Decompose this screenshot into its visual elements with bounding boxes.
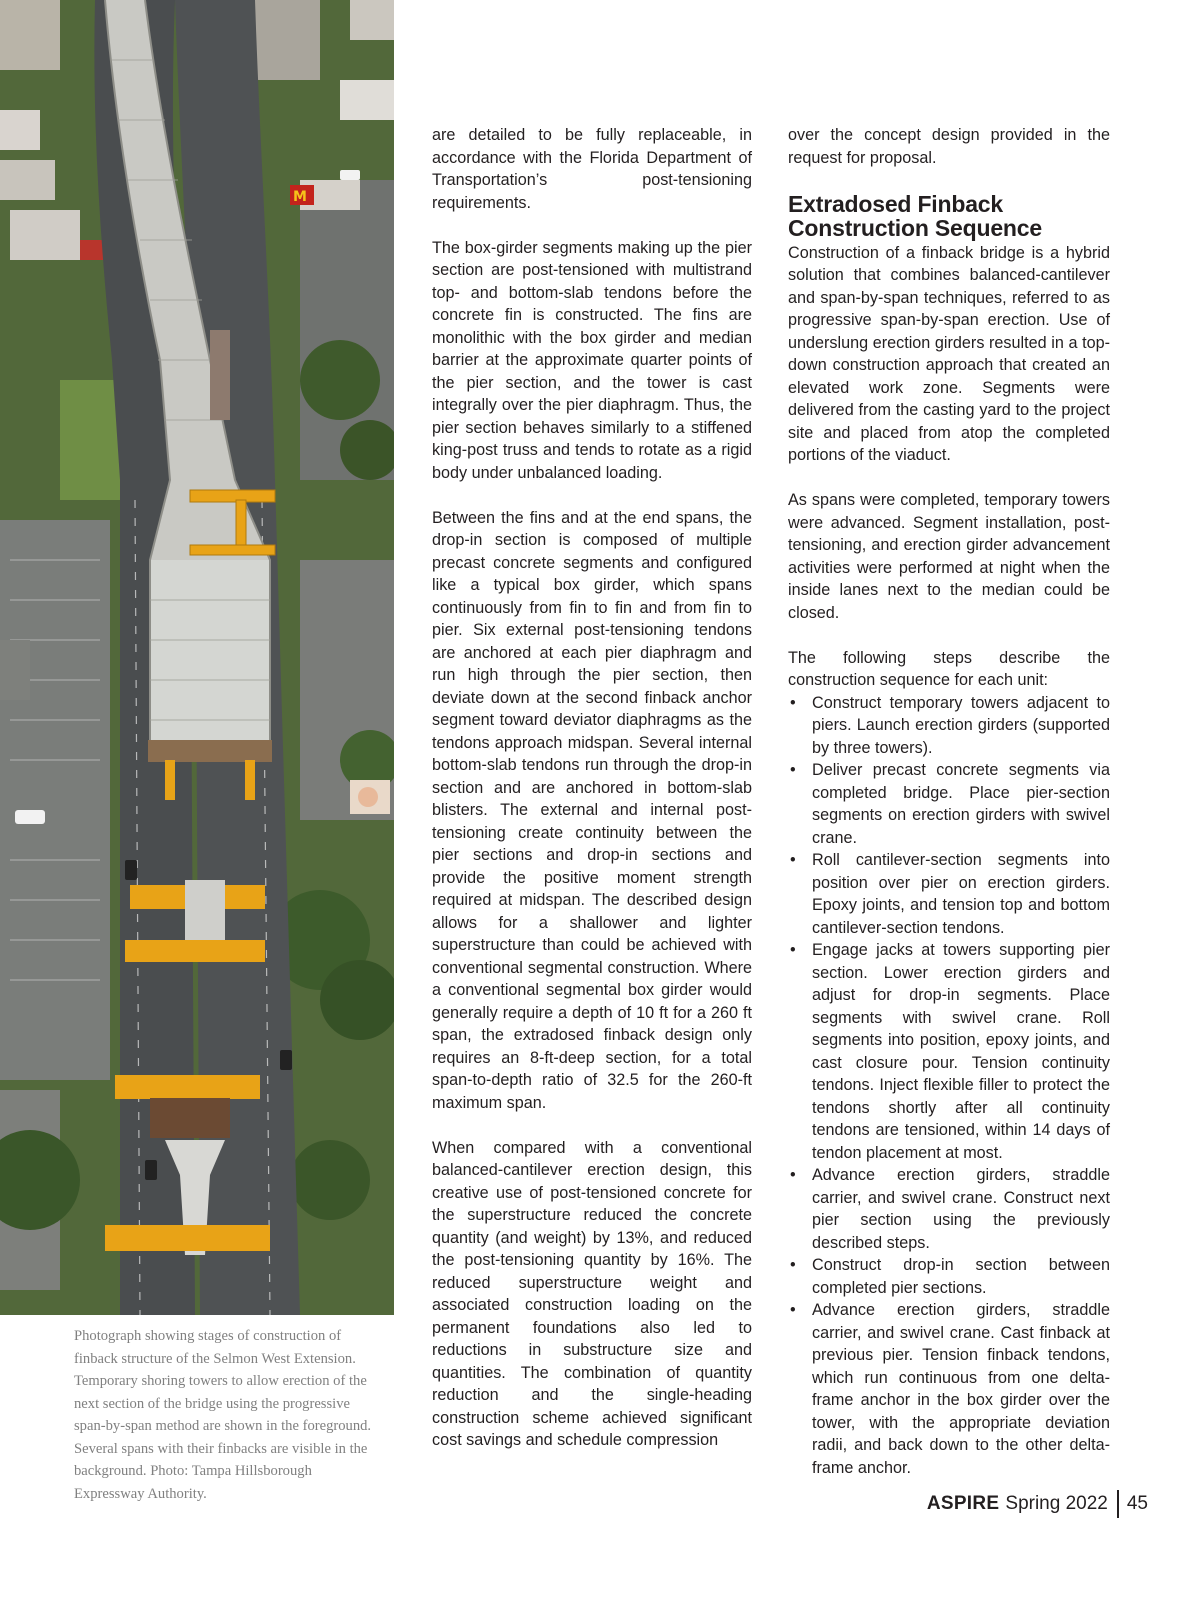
paragraph: Construction of a finback bridge is a hybrid solution that combines balanced-cantilever and span-by-span techniques, referred to as progressive span-by-span erection. Use of underslung erection girders resulted in a top-down construction approach that created an elevated work zone. Segments were delivered from the casting yard to the project site and placed from atop the completed portions of the viaduct.: [788, 243, 1110, 464]
list-item: • Roll cantilever-section segments into position over pier on erection girders. Epoxy joints, and tension top and bottom cantilever-section tendons.: [788, 849, 1110, 939]
heading-line-1: Extradosed Finback: [788, 190, 1003, 217]
paragraph: As spans were completed, temporary towers were advanced. Segment installation, post-tensioning, and erection girder advancement activities were performed at night when the inside lanes next to the median could be closed.: [788, 491, 1110, 622]
paragraph: are detailed to be fully replaceable, in accordance with the Florida Department of Transportation’s post-tensioning requirements.: [432, 126, 752, 212]
paragraph: over the concept design provided in the request for proposal.: [788, 126, 1110, 167]
paragraph: When compared with a conventional balanced-cantilever erection design, this creative use of post-tensioned concrete for the superstructure reduced the concrete quantity (and weight) by 13%, and reduced the post-tensioning quantity by 16%. The reduced superstructure weight and associated construction loading on the permanent foundations also led to reductions in substructure size and quantities. The combination of quantity reduction and the single-heading construction scheme achieved significant cost savings and schedule compression: [432, 1138, 752, 1449]
svg-text:M: M: [293, 189, 307, 205]
list-item: • Deliver precast concrete segments via completed bridge. Place pier-section segments on erection girders with swivel crane.: [788, 759, 1110, 849]
photo-illustration: [0, 0, 394, 1315]
page-footer: [927, 1490, 1148, 1518]
footer-divider: [1117, 1490, 1119, 1518]
photo-caption: Photograph showing stages of construction of finback structure of the Selmon West Extension. Temporary shoring towers to allow erection of the next section of the bridge using the progressive span-by-span method are shown in the foreground. Several spans with their finbacks are visible in the background. Photo: Tampa Hillsborough Expressway Authority.: [74, 1328, 372, 1502]
heading-line-2: Construction Sequence: [788, 214, 1042, 241]
right-column: [788, 124, 1110, 1479]
aerial-photo: [0, 0, 394, 1315]
section-heading: [788, 192, 1110, 240]
issue-label: Spring 2022: [1005, 1493, 1108, 1514]
middle-column: [432, 124, 752, 1452]
page-number: 45: [1126, 1493, 1148, 1514]
paragraph: Between the fins and at the end spans, the drop-in section is composed of multiple precast concrete segments and configured like a typical box girder, which spans continuously from fin to fin and from fin to pier. Six external post-tensioning tendons are anchored at each pier diaphragm and run high through the pier section, then deviate down at the second finback anchor segment toward deviator diaphragms as the tendons approach midspan. Several internal bottom-slab tendons run through the drop-in section and are anchored in bottom-slab blisters. The external and internal post-tensioning create continuity between the pier sections and drop-in sections and provide the positive moment strength required at midspan. The described design allows for a shallower and lighter superstructure than could be achieved with conventional segmental construction. Where a conventional segmental box girder would generally require a depth of 10 ft for a 260 ft span, the extradosed finback design only requires an 8-ft-deep section, for a total span-to-depth ratio of 32.5 for the 260-ft maximum span.: [432, 508, 752, 1112]
list-item: • Advance erection girders, straddle carrier, and swivel crane. Construct next pier section using the previously described steps.: [788, 1164, 1110, 1254]
paragraph: The box-girder segments making up the pier section are post-tensioned with multistrand top- and bottom-slab tendons before the concrete fin is constructed. The fins are monolithic with the box girder and median barrier at the approximate quarter points of the pier section, and the tower is cast integrally over the pier diaphragm. Thus, the pier section behaves similarly to a stiffened king-post truss and tends to rotate as a rigid body under unbalanced loading.: [432, 238, 752, 482]
list-item: • Construct drop-in section between completed pier sections.: [788, 1254, 1110, 1299]
list-item: • Engage jacks at towers supporting pier section. Lower erection girders and adjust for drop-in segments. Place segments with swivel crane. Roll segments into position, epoxy joints, and cast closure pour. Tension continuity tendons. Inject flexible filler to protect the tendons shortly after all continuity tendons are tensioned, within 14 days of tendon placement at most.: [788, 939, 1110, 1164]
paragraph: The following steps describe the construction sequence for each unit:: [788, 648, 1110, 689]
list-item: • Construct temporary towers adjacent to piers. Launch erection girders (supported by three towers).: [788, 692, 1110, 760]
steps-list: [788, 692, 1110, 1480]
magazine-name: ASPIRE: [926, 1493, 1000, 1514]
list-item: • Advance erection girders, straddle carrier, and swivel crane. Cast finback at previous pier. Tension finback tendons, which run continuous from one delta-frame anchor in the box girder over the tower, with the appropriate deviation radii, and back down to the other delta-frame anchor.: [788, 1299, 1110, 1479]
